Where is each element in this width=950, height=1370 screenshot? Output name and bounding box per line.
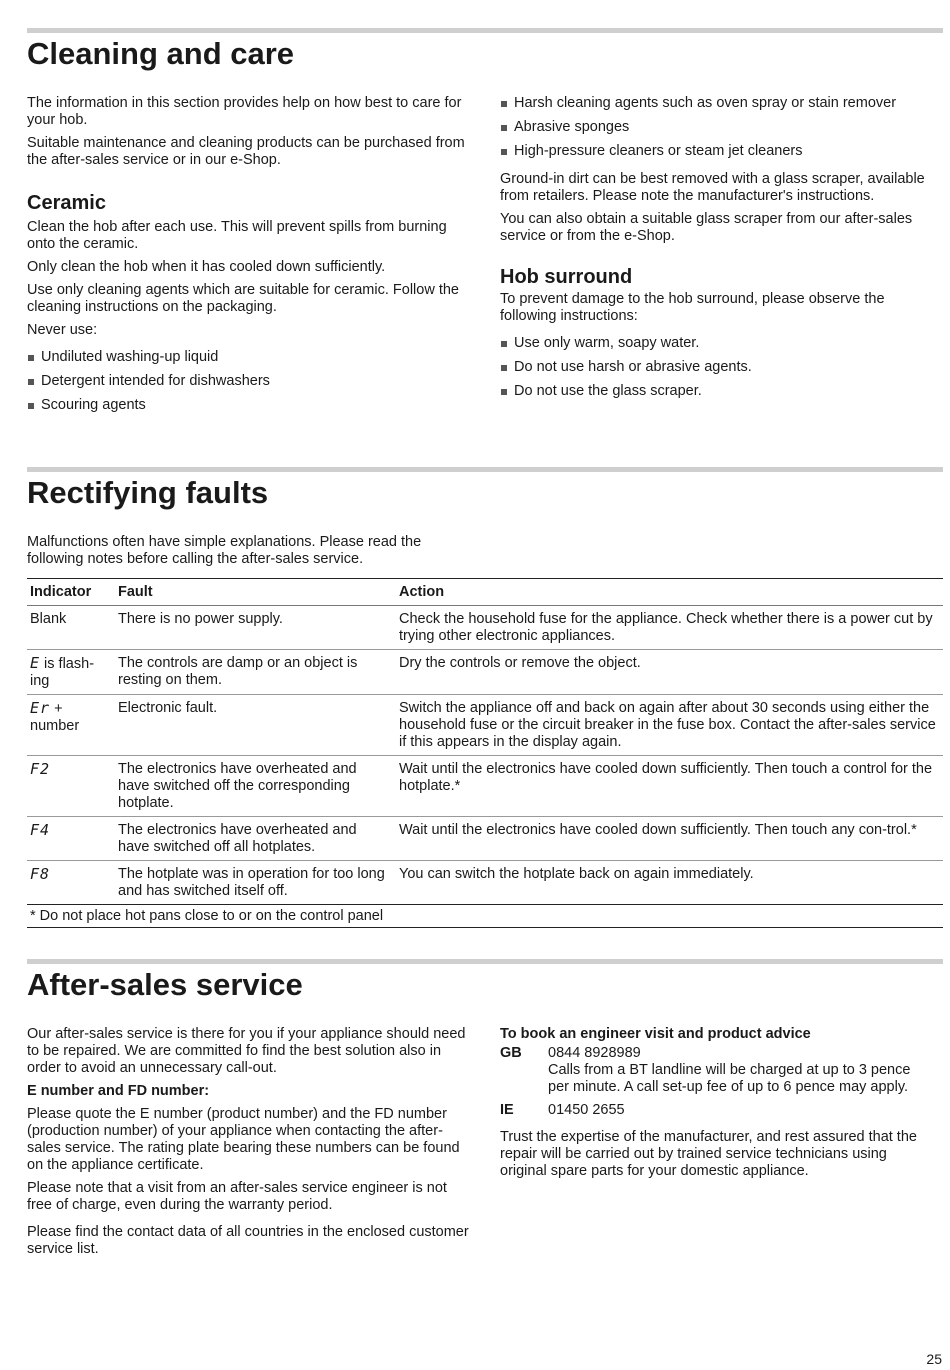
indicator-cell bbox=[27, 695, 115, 756]
page-number: 25 bbox=[926, 1351, 942, 1367]
table-row bbox=[27, 756, 943, 817]
table-row bbox=[27, 650, 943, 695]
scraper-paragraph: Ground-in dirt can be best removed with a glass scraper, available from retailers. Please note the manufacturer's instructions. bbox=[500, 171, 925, 204]
column-header-action: Action bbox=[396, 579, 943, 606]
action-cell: Switch the appliance off and back on again after about 30 seconds using either the household fuse or the circuit breaker in the fuse box. Contact the after-sales service if this appears in the display again. bbox=[396, 695, 943, 756]
service-intro: Our after-sales service is there for you if your appliance should need to be repaired. We are committed fo find the best solution also in order to avoid an unnecessary call-out. bbox=[27, 1026, 466, 1076]
section-title-service: After-sales service bbox=[27, 967, 303, 1002]
list-item: Do not use the glass scraper. bbox=[500, 383, 943, 400]
indicator-text: is flash-ing bbox=[30, 656, 95, 689]
subheading-hob-surround: Hob surround bbox=[500, 266, 633, 288]
table-row bbox=[27, 817, 943, 861]
section-rule bbox=[27, 28, 943, 33]
display-symbol: F8 bbox=[30, 865, 51, 883]
faults-table bbox=[27, 578, 943, 928]
table-row bbox=[27, 695, 943, 756]
list-item: Abrasive sponges bbox=[500, 119, 943, 136]
hob-surround-intro: To prevent damage to the hob surround, please observe the following instructions: bbox=[500, 291, 885, 324]
list-item: Use only warm, soapy water. bbox=[500, 335, 943, 352]
country-code: GB bbox=[500, 1045, 522, 1061]
indicator-cell bbox=[27, 817, 115, 861]
action-cell: You can switch the hotplate back on again immediately. bbox=[396, 861, 943, 905]
faults-intro: Malfunctions often have simple explanations. Please read the following notes before calling the after-sales service. bbox=[27, 534, 422, 567]
cleaning-right-column bbox=[500, 95, 943, 407]
indicator-cell bbox=[27, 756, 115, 817]
table-row bbox=[27, 606, 943, 650]
display-symbol: F2 bbox=[30, 760, 51, 778]
phone-number: 0844 8928989 bbox=[548, 1045, 641, 1061]
column-header-fault: Fault bbox=[115, 579, 396, 606]
ceramic-paragraph: Clean the hob after each use. This will prevent spills from burning onto the ceramic. bbox=[27, 219, 447, 252]
indicator-cell bbox=[27, 861, 115, 905]
indicator-text: Blank bbox=[30, 611, 67, 627]
call-charge-note: Calls from a BT landline will be charged at up to 3 pence per minute. A call set-up fee of up to 6 pence may apply. bbox=[548, 1062, 911, 1095]
fault-cell: The electronics have overheated and have switched off the corresponding hotplate. bbox=[115, 756, 396, 817]
table-footnote-row bbox=[27, 905, 943, 928]
fault-cell: There is no power supply. bbox=[115, 606, 396, 650]
enumber-heading: E number and FD number: bbox=[27, 1083, 210, 1099]
list-item: Detergent intended for dishwashers bbox=[27, 373, 469, 390]
section-title-faults: Rectifying faults bbox=[27, 475, 269, 510]
fault-cell: Electronic fault. bbox=[115, 695, 396, 756]
indicator-cell bbox=[27, 606, 115, 650]
service-left-column bbox=[27, 1026, 469, 1264]
list-item: Scouring agents bbox=[27, 397, 469, 414]
contact-details bbox=[548, 1045, 935, 1096]
cleaning-left-column bbox=[27, 95, 469, 421]
contact-list bbox=[500, 1045, 935, 1119]
phone-number: 01450 2655 bbox=[548, 1102, 625, 1118]
list-item: Do not use harsh or abrasive agents. bbox=[500, 359, 943, 376]
indicator-text: + number bbox=[30, 701, 80, 734]
country-code: IE bbox=[500, 1102, 514, 1118]
section-rule bbox=[27, 959, 943, 964]
column-header-indicator: Indicator bbox=[27, 579, 115, 606]
ceramic-paragraph: Never use: bbox=[27, 322, 98, 338]
service-paragraph: Please find the contact data of all countries in the enclosed customer service list. bbox=[27, 1224, 469, 1257]
hob-surround-list bbox=[500, 335, 943, 400]
intro-paragraph: Suitable maintenance and cleaning products can be purchased from the after-sales service or in our e-Shop. bbox=[27, 135, 465, 168]
action-cell: Wait until the electronics have cooled down sufficiently. Then touch any con-trol.* bbox=[396, 817, 943, 861]
list-item: High-pressure cleaners or steam jet cleaners bbox=[500, 143, 943, 160]
fault-cell: The hotplate was in operation for too long and has switched itself off. bbox=[115, 861, 396, 905]
fault-cell: The electronics have overheated and have switched off all hotplates. bbox=[115, 817, 396, 861]
never-use-list-continued bbox=[500, 95, 943, 160]
service-right-column bbox=[500, 1026, 935, 1186]
section-title-cleaning: Cleaning and care bbox=[27, 36, 295, 71]
scraper-paragraph: You can also obtain a suitable glass scraper from our after-sales service or from the e-Shop. bbox=[500, 211, 913, 244]
service-paragraph: Please note that a visit from an after-sales service engineer is not free of charge, even during the warranty period. bbox=[27, 1180, 447, 1213]
section-rule bbox=[27, 467, 943, 472]
service-paragraph: Please quote the E number (product number) and the FD number (production number) of your appliance when contacting the after-sales service. The rating plate bearing these numbers can be found on the appliance certificate. bbox=[27, 1106, 460, 1173]
booking-heading: To book an engineer visit and product advice bbox=[500, 1026, 811, 1042]
fault-cell: The controls are damp or an object is resting on them. bbox=[115, 650, 396, 695]
subheading-ceramic: Ceramic bbox=[27, 192, 106, 214]
ceramic-paragraph: Only clean the hob when it has cooled down sufficiently. bbox=[27, 259, 386, 275]
display-symbol: E bbox=[30, 654, 41, 672]
table-header-row bbox=[27, 579, 943, 606]
table-row bbox=[27, 861, 943, 905]
list-item: Harsh cleaning agents such as oven spray or stain remover bbox=[500, 95, 943, 112]
display-symbol: F4 bbox=[30, 821, 51, 839]
never-use-list bbox=[27, 349, 469, 414]
table-footnote: * Do not place hot pans close to or on the control panel bbox=[27, 905, 943, 928]
list-item: Undiluted washing-up liquid bbox=[27, 349, 469, 366]
ceramic-paragraph: Use only cleaning agents which are suitable for ceramic. Follow the cleaning instructions on the packaging. bbox=[27, 282, 459, 315]
intro-paragraph: The information in this section provides help on how best to care for your hob. bbox=[27, 95, 462, 128]
action-cell: Dry the controls or remove the object. bbox=[396, 650, 943, 695]
closing-paragraph: Trust the expertise of the manufacturer, and rest assured that the repair will be carried out by trained service technicians using original spare parts for your domestic appliance. bbox=[500, 1129, 917, 1179]
indicator-cell bbox=[27, 650, 115, 695]
action-cell: Check the household fuse for the appliance. Check whether there is a power cut by trying other electronic appliances. bbox=[396, 606, 943, 650]
action-cell: Wait until the electronics have cooled down sufficiently. Then touch a control for the hotplate.* bbox=[396, 756, 943, 817]
display-symbol: Er bbox=[30, 699, 51, 717]
